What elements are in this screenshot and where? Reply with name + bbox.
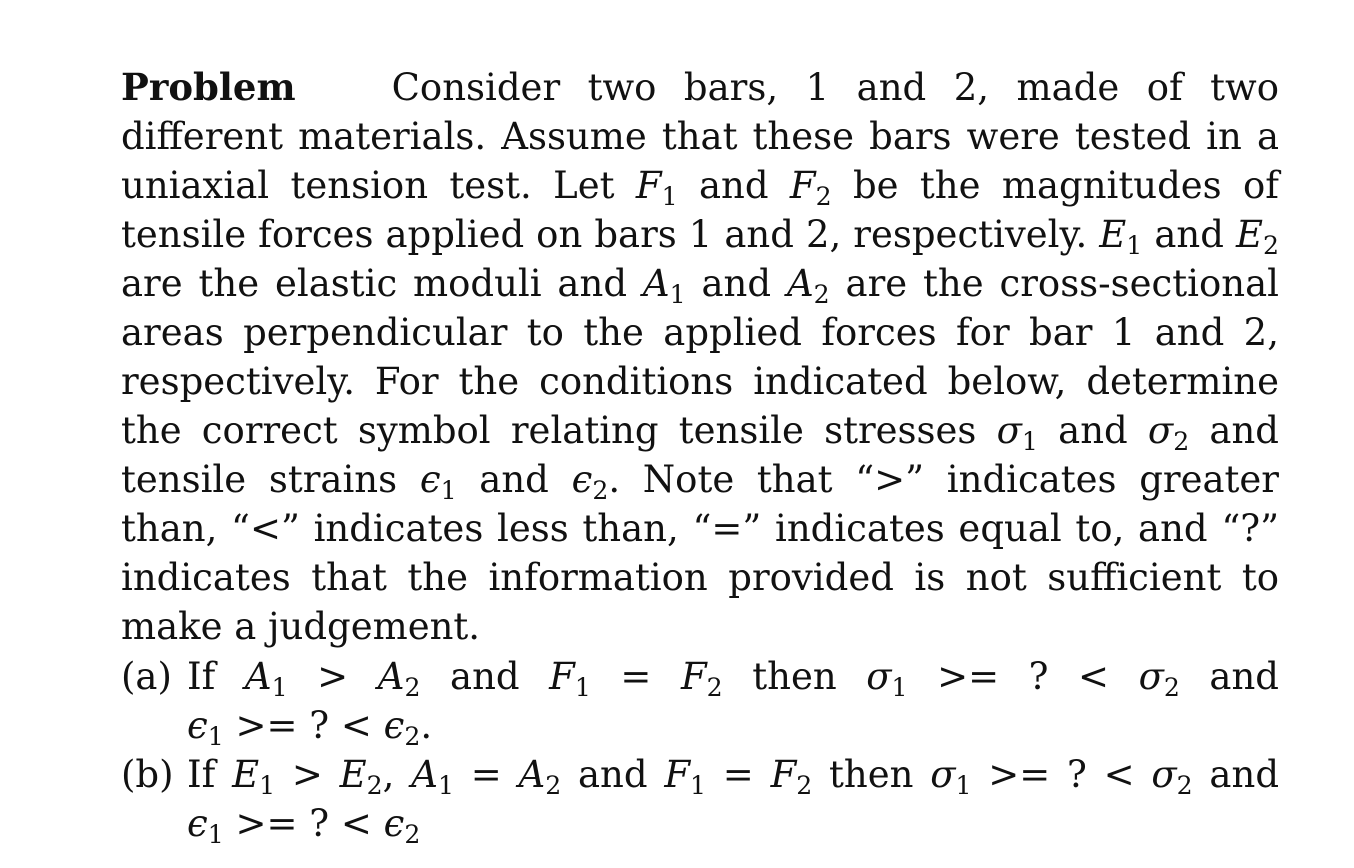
- stress-2: $\sigma_2$: [1147, 409, 1190, 457]
- strain-1: $\epsilon_1$: [419, 458, 457, 506]
- modulus-2: $E_2$: [1235, 213, 1279, 261]
- problem-statement: Problem Consider two bars, 1 and 2, made of two different materials. Assume that these bars were tested in a uniaxial tension test. Let $F_1$ and $F_2$ be the magnitudes of tensile forces applied on bars 1 and 2, respectively. $E_1$ and $E_2$ are the elastic moduli and $A_1$ and $A_2$ are the cross-sectional areas perpendicular to the applied forces for bar 1 and 2, respectively. For the conditions indicated below, determine the correct symbol relating tensile stresses $\sigma_1$ and $\sigma_2$ and tensile strains $\epsilon_1$ and $\epsilon_2$. Note that “>” indicates greater than, “<” indicates less than, “=” indicates equal to, and “?” indicates that the information provided is not sufficient to make a judgement.: [121, 65, 1279, 648]
- part-a-strain-options: >= ? <: [223, 704, 384, 747]
- force-1: $F_1$: [635, 164, 678, 212]
- part-b-stress-options: >= ? <: [971, 753, 1152, 796]
- part-a: [121, 652, 1279, 750]
- part-b-text: If $E_1 > E_2$, $A_1 = A_2$ and $F_1 = F_2$ then $\sigma_1$ >= ? < $\sigma_2$ and $\epsilon_1$ >= ? < $\epsilon_2$: [187, 753, 1280, 850]
- question-parts: [121, 652, 1279, 848]
- force-2: $F_2$: [789, 164, 832, 212]
- part-b-tag: (b): [121, 753, 174, 796]
- problem-label: Problem: [121, 65, 296, 109]
- part-a-tag: (a): [121, 655, 172, 698]
- modulus-1: $E_1$: [1099, 213, 1143, 261]
- part-a-text: If $A_1 > A_2$ and $F_1 = F_2$ then $\sigma_1$ >= ? < $\sigma_2$ and $\epsilon_1$ >= ? < $\epsilon_2$.: [187, 655, 1279, 752]
- area-1: $A_1$: [642, 262, 686, 310]
- strain-2: $\epsilon_2$: [571, 458, 609, 506]
- statement-text: Consider two bars, 1 and 2, made of two different materials. Assume that these bars were tested in a uniaxial tension test. Let: [121, 66, 1279, 207]
- area-2: $A_2$: [786, 262, 830, 310]
- part-a-stress-options: >= ? <: [907, 655, 1139, 698]
- part-b-strain-options: >= ? <: [223, 802, 384, 845]
- stress-1: $\sigma_1$: [996, 409, 1038, 457]
- part-b: [121, 750, 1279, 848]
